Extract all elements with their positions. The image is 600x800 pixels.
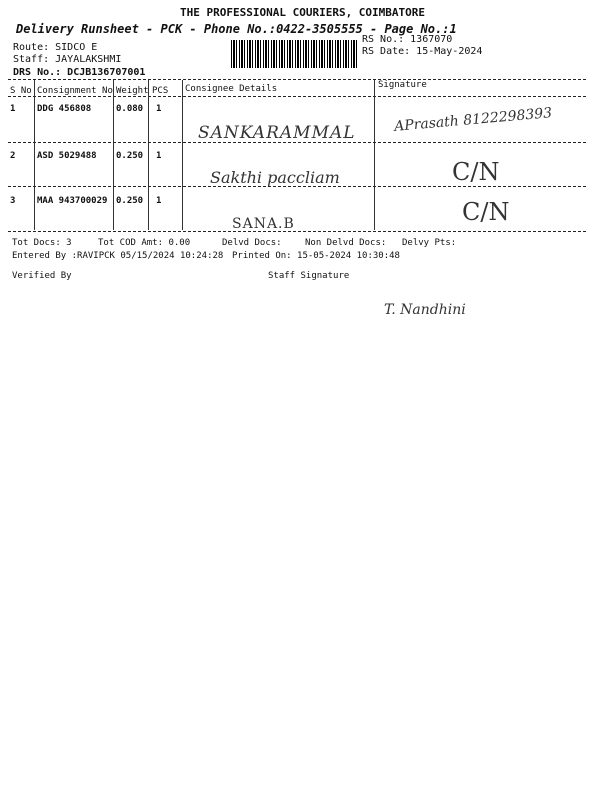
delvy-pts: Delvy Pts: xyxy=(402,238,457,248)
staff-signature-label: Staff Signature xyxy=(268,271,350,281)
col-sep xyxy=(182,80,183,230)
table-header-rule xyxy=(8,96,586,97)
verified-by-label: Verified By xyxy=(12,271,72,281)
row-3-consignment: MAA 943700029 xyxy=(37,196,108,206)
col-sep xyxy=(34,80,35,230)
row-1-weight: 0.080 xyxy=(116,104,144,114)
staff-label: Staff: JAYALAKSHMI xyxy=(13,54,122,65)
row-2-signature-handwriting: C/N xyxy=(452,158,500,186)
company-title: THE PROFESSIONAL COURIERS, COIMBATORE xyxy=(180,6,426,19)
row-3-pcs: 1 xyxy=(156,196,162,206)
col-sep xyxy=(113,80,114,230)
row-3-signature-handwriting: C/N xyxy=(462,198,510,226)
col-sno: S No xyxy=(10,86,32,96)
printed-on: Printed On: 15-05-2024 10:30:48 xyxy=(232,251,400,261)
row-2-sno: 2 xyxy=(10,151,16,161)
drs-number: DRS No.: DCJB136707001 xyxy=(13,67,146,78)
entered-by: Entered By :RAVIPCK 05/15/2024 10:24:28 xyxy=(12,251,224,261)
barcode xyxy=(231,40,357,68)
row-2-weight: 0.250 xyxy=(116,151,144,161)
row-2-rule xyxy=(8,186,586,187)
runsheet-subtitle: Delivery Runsheet - PCK - Phone No.:0422-3505555 - Page No.:1 xyxy=(16,22,457,36)
tot-docs: Tot Docs: 3 xyxy=(12,238,72,248)
table-top-rule xyxy=(8,79,586,80)
route-label: Route: SIDCO E xyxy=(13,42,98,53)
row-1-rule xyxy=(8,142,586,143)
non-delvd-docs: Non Delvd Docs: xyxy=(305,238,387,248)
row-3-rule xyxy=(8,231,586,232)
col-sep xyxy=(148,80,149,230)
col-weight: Weight xyxy=(116,86,149,96)
col-consignee: Consignee Details xyxy=(185,84,278,94)
col-signature: Signature xyxy=(378,80,427,90)
row-1-signature-handwriting: APrasath 8122298393 xyxy=(393,105,553,135)
staff-signature-handwriting: T. Nandhini xyxy=(384,302,466,318)
row-2-consignee-handwriting: Sakthi paccliam xyxy=(210,168,340,187)
col-consignment: Consignment No xyxy=(37,86,113,96)
rs-date: RS Date: 15-May-2024 xyxy=(362,46,483,57)
row-3-weight: 0.250 xyxy=(116,196,144,206)
row-3-consignee-handwriting: SANA.B xyxy=(232,216,295,232)
row-3-sno: 3 xyxy=(10,196,16,206)
row-1-pcs: 1 xyxy=(156,104,162,114)
row-2-pcs: 1 xyxy=(156,151,162,161)
row-1-sno: 1 xyxy=(10,104,16,114)
col-pcs: PCS xyxy=(152,86,169,96)
col-sep xyxy=(374,80,375,230)
tot-cod-amt: Tot COD Amt: 0.00 xyxy=(98,238,191,248)
rs-number: RS No.: 1367070 xyxy=(362,34,453,45)
delvd-docs: Delvd Docs: xyxy=(222,238,282,248)
row-2-consignment: ASD 5029488 xyxy=(37,151,97,161)
row-1-consignee-handwriting: SANKARAMMAL xyxy=(198,123,356,143)
row-1-consignment: DDG 456808 xyxy=(37,104,92,114)
